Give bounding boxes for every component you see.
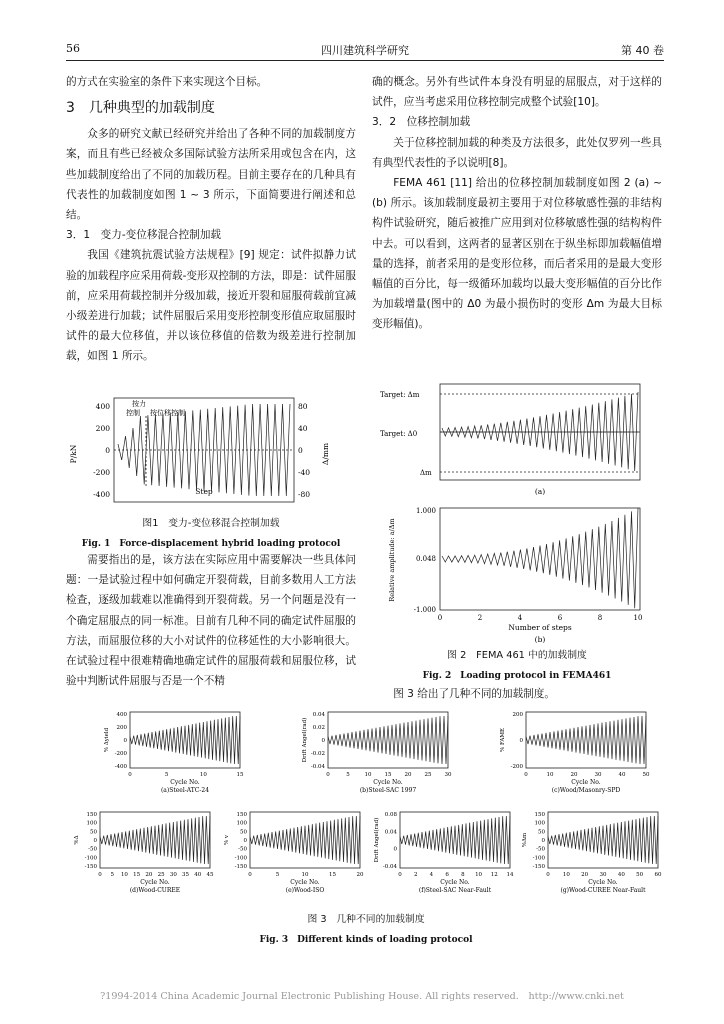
tick-label: 150 bbox=[534, 812, 545, 818]
tick-label: 40 bbox=[298, 424, 308, 433]
tick-label: -400 bbox=[114, 764, 127, 770]
tick-label: 10 bbox=[475, 872, 483, 878]
panel-label: (a)Steel-ATC-24 bbox=[160, 787, 210, 794]
figure-2-chart bbox=[380, 380, 660, 650]
figure-3-panel bbox=[301, 712, 452, 794]
tick-label: 0 bbox=[321, 738, 325, 744]
tick-label: 12 bbox=[490, 872, 498, 878]
left-ticks bbox=[93, 402, 110, 499]
tick-label: 150 bbox=[236, 812, 247, 818]
caption-en: Fig. 3 Different kinds of loading protocol bbox=[259, 935, 473, 945]
tick-label: 2 bbox=[477, 614, 483, 622]
tick-label: 10 bbox=[633, 614, 643, 622]
tick-label: -50 bbox=[88, 846, 97, 853]
volume-number: 第 40 卷 bbox=[621, 44, 664, 57]
paragraph: 众多的研究文献已经研究并给出了各种不同的加载制度方案，而且有些已经被众多国际试验方法所采用或包含在内，这些加载制度给出了不同的加载历程。目前主要存在的几种具有代表性的加载制度如图 1 ~ 3 所示，下面简要进行阐述和总结。 bbox=[66, 128, 356, 222]
panel-label: (g)Wood-CUREE Near-Fault bbox=[560, 887, 646, 894]
right-column-top bbox=[372, 72, 662, 335]
tick-label: -50 bbox=[536, 846, 545, 853]
figure-3-chart bbox=[66, 708, 666, 908]
tick-label: 400 bbox=[116, 712, 127, 718]
tick-label: -100 bbox=[234, 855, 247, 862]
tick-label: 0 bbox=[541, 838, 545, 844]
tick-label: 10 bbox=[562, 872, 570, 878]
caption-cn: 图 3 几种不同的加载制度 bbox=[307, 914, 425, 925]
tick-label: 2 bbox=[413, 872, 418, 878]
tick-label: 4 bbox=[429, 872, 434, 878]
tick-label: 0 bbox=[98, 872, 102, 878]
tick-label: 15 bbox=[236, 772, 244, 778]
tick-label: 10 bbox=[546, 772, 554, 778]
tick-label: -150 bbox=[532, 864, 545, 870]
tick-label: 80 bbox=[298, 402, 308, 411]
tick-label: -0.02 bbox=[310, 751, 325, 757]
tick-label: 30 bbox=[599, 872, 607, 878]
tick-label: -150 bbox=[84, 864, 97, 870]
tick-label: 10 bbox=[199, 772, 207, 778]
tick-label: 25 bbox=[157, 872, 165, 878]
tick-label: 8 bbox=[461, 872, 465, 878]
panel-label: (e)Wood-ISO bbox=[285, 887, 325, 894]
tick-label: 0.08 bbox=[384, 812, 397, 818]
panel-label: (d)Wood-CUREE bbox=[129, 887, 181, 894]
tick-label: -0.04 bbox=[310, 764, 325, 770]
tick-label: 0 bbox=[437, 614, 443, 622]
x-axis-label: Cycle No. bbox=[571, 779, 601, 786]
tick-label: 15 bbox=[329, 872, 336, 878]
panel-b bbox=[388, 507, 642, 644]
footer: ?1994-2014 China Academic Journal Electronic Publishing House. All rights reserved. http://www.cnki.net bbox=[100, 991, 624, 1002]
page-number: 56 bbox=[66, 42, 80, 55]
loading-curve bbox=[250, 816, 360, 864]
x-axis-label: Cycle No. bbox=[373, 779, 403, 786]
left-column-top bbox=[66, 72, 356, 367]
tick-label: 10 bbox=[301, 872, 309, 878]
tick-label: 100 bbox=[86, 820, 97, 827]
tick-label: 15 bbox=[133, 872, 141, 878]
right-column-bottom bbox=[372, 684, 662, 704]
tick-label: 40 bbox=[618, 772, 626, 778]
paragraph: 我国《建筑抗震试验方法规程》[9] 规定：试件拟静力试验的加载程序应采用荷载-变形双控制的方法，即是：试件屈服前，应采用荷载控制并分级加载，接近开裂和屈服荷载前宜减小级差进行加载；试件屈服后采用变形控制变形值应取屈服时试件的最大位移值，并以该位移值的倍数为级差进行控制加载，如图 1 所示。 bbox=[66, 249, 356, 363]
tick-label: -200 bbox=[93, 468, 110, 477]
right-ticks bbox=[298, 402, 310, 499]
tick-label: 15 bbox=[384, 772, 392, 778]
tick-label: 0.04 bbox=[312, 712, 325, 718]
loading-curve bbox=[442, 508, 638, 608]
tick-label: 50 bbox=[240, 829, 247, 836]
tick-label: 35 bbox=[182, 872, 190, 878]
tick-label: -200 bbox=[510, 764, 523, 770]
section-heading: 3 几种典型的加载制度 bbox=[66, 100, 215, 117]
y-axis-label: Drift Angel(rad) bbox=[374, 817, 380, 863]
label: Δm bbox=[420, 469, 432, 477]
tick-label: -1.000 bbox=[413, 606, 436, 614]
tick-label: 10 bbox=[120, 872, 128, 878]
tick-label: 0 bbox=[519, 738, 523, 744]
y-axis-label: Relative amplitude: a/Δm bbox=[388, 518, 396, 602]
label: Target: Δ0 bbox=[380, 430, 418, 438]
figure-1-chart bbox=[70, 392, 350, 512]
tick-label: 100 bbox=[236, 820, 247, 827]
tick-label: 10 bbox=[364, 772, 372, 778]
annotation-force: 按力 bbox=[132, 400, 146, 408]
tick-label: 200 bbox=[95, 424, 110, 433]
tick-label: 100 bbox=[534, 820, 545, 827]
y-axis-label-right: Δ/mm bbox=[321, 442, 330, 466]
figure-3-panel bbox=[74, 812, 214, 894]
figure-3-caption bbox=[66, 910, 666, 950]
tick-label: 0.04 bbox=[384, 829, 397, 836]
tick-label: 50 bbox=[636, 872, 644, 878]
tick-label: 0 bbox=[398, 872, 402, 878]
tick-label: 0 bbox=[243, 838, 247, 844]
figure-3-panel bbox=[500, 712, 650, 794]
tick-label: 0 bbox=[326, 772, 330, 778]
tick-label: 40 bbox=[194, 872, 202, 878]
loading-curve bbox=[328, 716, 448, 764]
figure-1-caption bbox=[66, 514, 356, 554]
tick-label: 20 bbox=[581, 872, 589, 878]
tick-label: -100 bbox=[84, 855, 97, 862]
figure-2-caption bbox=[372, 646, 662, 686]
panel-label: (b)Steel-SAC 1997 bbox=[359, 787, 417, 794]
tick-label: -40 bbox=[298, 468, 311, 477]
tick-label: 0 bbox=[546, 872, 550, 878]
tick-label: 400 bbox=[95, 402, 110, 411]
tick-label: 0.048 bbox=[415, 555, 436, 563]
tick-label: 6 bbox=[445, 872, 449, 878]
loading-curve bbox=[548, 816, 658, 864]
running-header bbox=[66, 42, 664, 61]
paragraph: 确的概念。另外有些试件本身没有明显的屈服点，对于这样的试件，应当考虑采用位移控制完成整个试验[10]。 bbox=[372, 76, 662, 109]
figure-3-panel bbox=[104, 712, 244, 794]
label: Target: Δm bbox=[380, 391, 420, 399]
tick-label: 45 bbox=[206, 872, 214, 878]
tick-label: 5 bbox=[346, 772, 350, 778]
tick-label: 5 bbox=[275, 872, 280, 878]
figure-3-panel bbox=[522, 812, 662, 894]
y-axis-label: %Δ bbox=[74, 835, 80, 845]
loading-curve bbox=[400, 816, 510, 864]
tick-label: 6 bbox=[557, 614, 563, 622]
y-axis-label-left: P/kN bbox=[69, 444, 78, 464]
panel-label: (c)Wood/Masonry-SPD bbox=[551, 787, 621, 794]
y-axis-label: % FAME bbox=[500, 728, 506, 752]
journal-name: 四川建筑科学研究 bbox=[321, 44, 409, 57]
y-axis-label: Drift Angel(rad) bbox=[302, 717, 308, 763]
caption-cn: 图1 变力-变位移混合控制加载 bbox=[142, 518, 280, 529]
x-axis-label: Cycle No. bbox=[290, 879, 320, 886]
tick-label: 150 bbox=[86, 812, 97, 818]
loading-curve bbox=[526, 716, 646, 764]
tick-label: 30 bbox=[594, 772, 602, 778]
paragraph: FEMA 461 [11] 给出的位移控制加载制度如图 2 (a) ~ (b) 所示。该加载制度最初主要用于对位移敏感性强的非结构构件试验研究，随后被推广应用到对位移敏感性强的结构构件中去。可以看到，这两者的显著区别在于纵坐标即加载幅值增量的选择，前者采用的是变形位移，而后者采用的是最大变形幅值的百分比，每一级循环加载均以最大变形幅值的百分比作为加载增量(图中的 Δ0 为最小损伤时的变形 Δm 为最大目标变形幅值)。 bbox=[372, 177, 662, 331]
tick-label: 50 bbox=[538, 829, 545, 836]
caption-cn: 图 2 FEMA 461 中的加载制度 bbox=[447, 650, 587, 661]
tick-label: 0 bbox=[524, 772, 528, 778]
figure-3-panel bbox=[373, 812, 514, 894]
tick-label: 200 bbox=[116, 725, 127, 731]
figure-3-panel bbox=[224, 812, 364, 894]
tick-label: 30 bbox=[169, 872, 177, 878]
tick-label: 25 bbox=[424, 772, 432, 778]
tick-label: 0 bbox=[93, 838, 97, 844]
tick-label: -150 bbox=[234, 864, 247, 870]
tick-label: 1.000 bbox=[415, 507, 436, 515]
panel-label: (f)Steel-SAC Near-Fault bbox=[418, 887, 492, 894]
tick-label: 0 bbox=[248, 872, 252, 878]
loading-curve bbox=[100, 816, 210, 864]
tick-label: 4 bbox=[517, 614, 523, 622]
x-axis-label: Cycle No. bbox=[140, 879, 170, 886]
loading-curve bbox=[130, 716, 240, 764]
subsection-heading: 3．2 位移控制加载 bbox=[372, 116, 471, 129]
x-axis-label: Cycle No. bbox=[588, 879, 618, 886]
loading-curve bbox=[442, 392, 638, 471]
y-axis-label: % Δyield bbox=[104, 727, 110, 753]
x-axis-label: Step bbox=[195, 487, 213, 496]
tick-label: -200 bbox=[114, 751, 127, 757]
tick-label: 20 bbox=[404, 772, 412, 778]
paragraph: 图 3 给出了几种不同的加载制度。 bbox=[393, 688, 555, 700]
tick-label: 0 bbox=[128, 772, 132, 778]
paragraph: 关于位移控制加载的种类及方法很多，此处仅罗列一些具有典型代表性的予以说明[8]。 bbox=[372, 136, 662, 169]
tick-label: 5 bbox=[110, 872, 114, 878]
x-axis-label: Number of steps bbox=[508, 623, 572, 632]
tick-label: 50 bbox=[90, 829, 97, 836]
tick-label: 0 bbox=[393, 846, 397, 853]
tick-label: 50 bbox=[642, 772, 650, 778]
tick-label: 40 bbox=[617, 872, 625, 878]
tick-label: 0 bbox=[123, 738, 127, 744]
tick-label: 0 bbox=[105, 446, 110, 455]
caption-en: Fig. 2 Loading protocol in FEMA461 bbox=[422, 671, 612, 681]
tick-label: 20 bbox=[145, 872, 153, 878]
subsection-heading: 3．1 变力-变位移混合控制加载 bbox=[66, 229, 222, 242]
tick-label: -50 bbox=[238, 846, 247, 853]
y-axis-label: % v bbox=[224, 834, 230, 846]
tick-label: 20 bbox=[356, 872, 364, 878]
tick-label: 14 bbox=[506, 872, 514, 878]
x-axis-label: Cycle No. bbox=[170, 779, 200, 786]
caption-en: Fig. 1 Force-displacement hybrid loading protocol bbox=[81, 539, 341, 549]
tick-label: -400 bbox=[93, 490, 110, 499]
paragraph: 需要指出的是，该方法在实际应用中需要解决一些具体问题：一是试验过程中如何确定开裂荷载，目前多数用人工方法检查，逐级加载难以准确得到开裂荷载。另一个问题是没有一个确定屈服点的同一标准。目前有几种不同的确定试件屈服的方法，而屈服位移的大小对试件的位移延性的大小影响很大。在试验过程中很难精确地确定试件的屈服荷载和屈服位移，试验中判断试件屈服与否是一个不精 bbox=[66, 554, 356, 688]
tick-label: -0.04 bbox=[382, 864, 397, 870]
tick-label: 60 bbox=[654, 872, 662, 878]
y-axis-label: %Δm bbox=[522, 832, 528, 848]
tick-label: 8 bbox=[597, 614, 603, 622]
tick-label: 200 bbox=[512, 712, 523, 718]
panel-a bbox=[380, 384, 640, 496]
tick-label: -80 bbox=[298, 490, 311, 499]
tick-label: 0 bbox=[298, 446, 303, 455]
panel-label: (a) bbox=[534, 487, 546, 496]
panel-label: (b) bbox=[534, 635, 546, 644]
tick-label: 5 bbox=[164, 772, 169, 778]
annotation-control: 控制 bbox=[126, 409, 140, 417]
tick-label: -100 bbox=[532, 855, 545, 862]
x-axis-label: Cycle No. bbox=[440, 879, 470, 886]
tick-label: 30 bbox=[444, 772, 452, 778]
paragraph: 的方式在实验室的条件下来实现这个目标。 bbox=[66, 76, 268, 88]
left-column-bottom bbox=[66, 550, 356, 691]
annotation-displacement: 按位移控制 bbox=[150, 409, 185, 417]
tick-label: 0.02 bbox=[312, 725, 325, 731]
tick-label: 20 bbox=[570, 772, 578, 778]
